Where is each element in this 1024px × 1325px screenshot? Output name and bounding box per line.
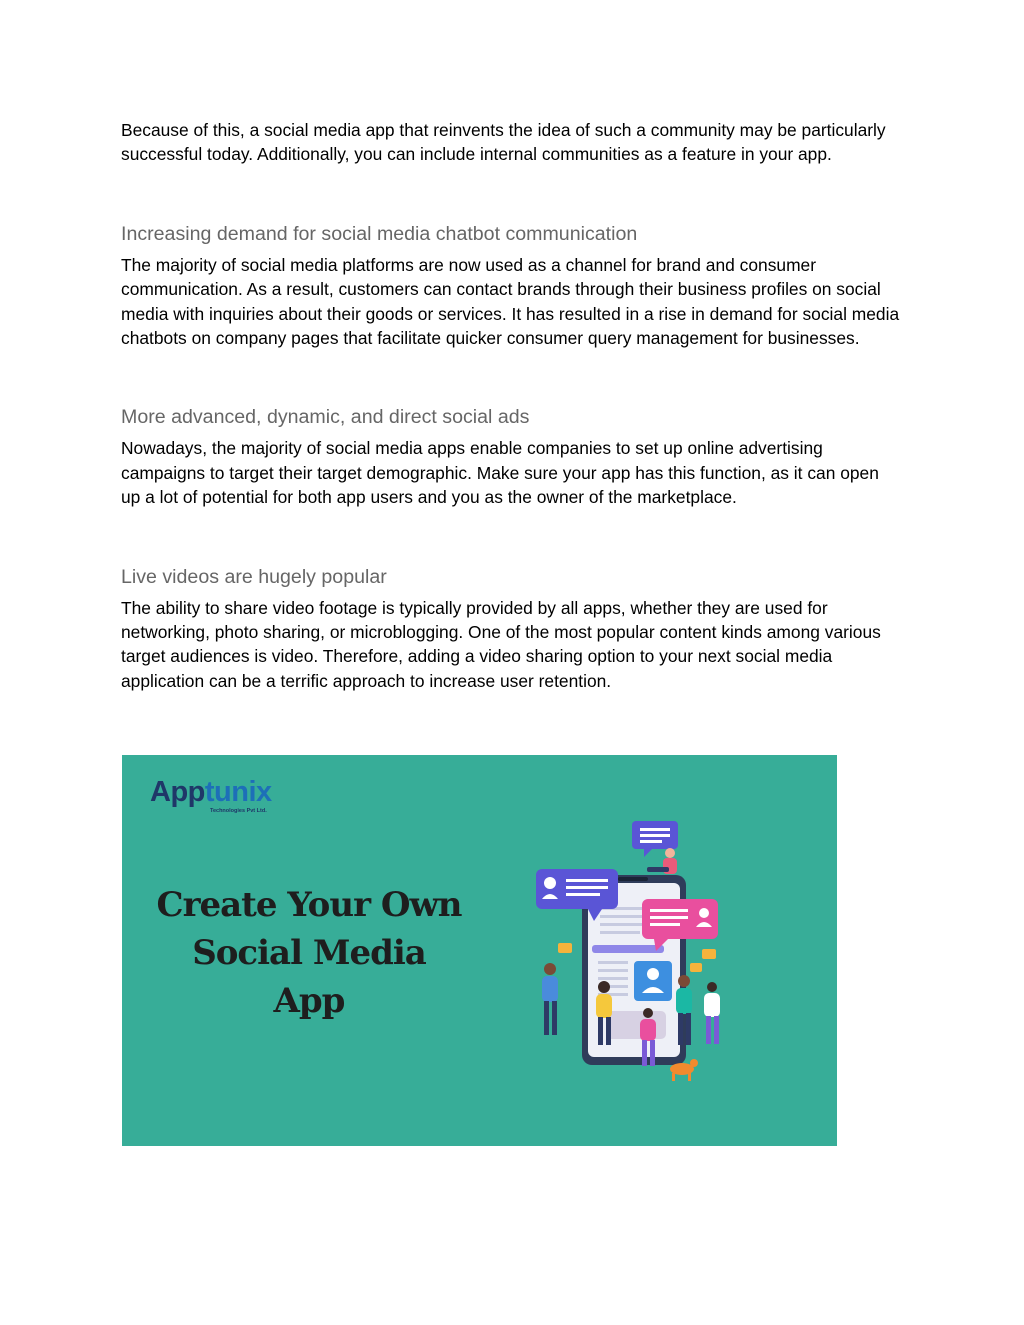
person-icon [647,848,677,874]
intro-paragraph: Because of this, a social media app that reinvents the idea of such a community may be particularly successful today. Additionally, you can include internal communities as a feature in your app. [121,120,886,165]
banner-title-line: Create Your Own [156,885,462,925]
section-live-videos [121,565,901,694]
social-media-illustration [522,811,762,1091]
document-body [121,118,901,693]
section-heading: Increasing demand for social media chatbot communication [121,222,638,245]
apptunix-logo [150,775,280,821]
section-heading: More advanced, dynamic, and direct social ads [121,406,530,429]
logo-text-tunix: tunix [204,776,272,808]
logo-text-app: App [150,776,205,808]
chat-bubble-icon [558,943,572,953]
section-heading: Live videos are hugely popular [121,565,387,588]
section-body: The majority of social media platforms are now used as a channel for brand and consumer communication. As a result, customers can contact brands through their business profiles on social media with inquiries about their goods or services. It has resulted in a rise in demand for social media chatbots on company pages that facilitate quicker consumer query management for businesses. [121,254,900,349]
chat-bubble-icon [690,963,702,972]
section-social-ads [121,405,901,509]
logo-subtitle: Technologies Pvt Ltd. [210,808,267,814]
promo-banner [122,755,837,1146]
section-body: Nowadays, the majority of social media apps enable companies to set up online advertising campaigns to target their target demographic. Make sure your app has this function, as it can open up a lot of potential for both app users and you as the owner of the marketplace. [121,438,879,508]
section-chatbot [121,222,901,351]
banner-title-line: Social Media [192,933,426,973]
banner-title-line: App [273,981,345,1021]
chat-bubble-icon [702,949,716,959]
person-icon [704,982,720,1044]
person-icon [542,963,558,1035]
banner-title [152,881,466,1025]
section-body: The ability to share video footage is typically provided by all apps, whether they are used for networking, photo sharing, or microblogging. One of the most popular content kinds among various target audiences is video. Therefore, adding a video sharing option to your next social media application can be a terrific approach to increase user retention. [121,597,881,691]
